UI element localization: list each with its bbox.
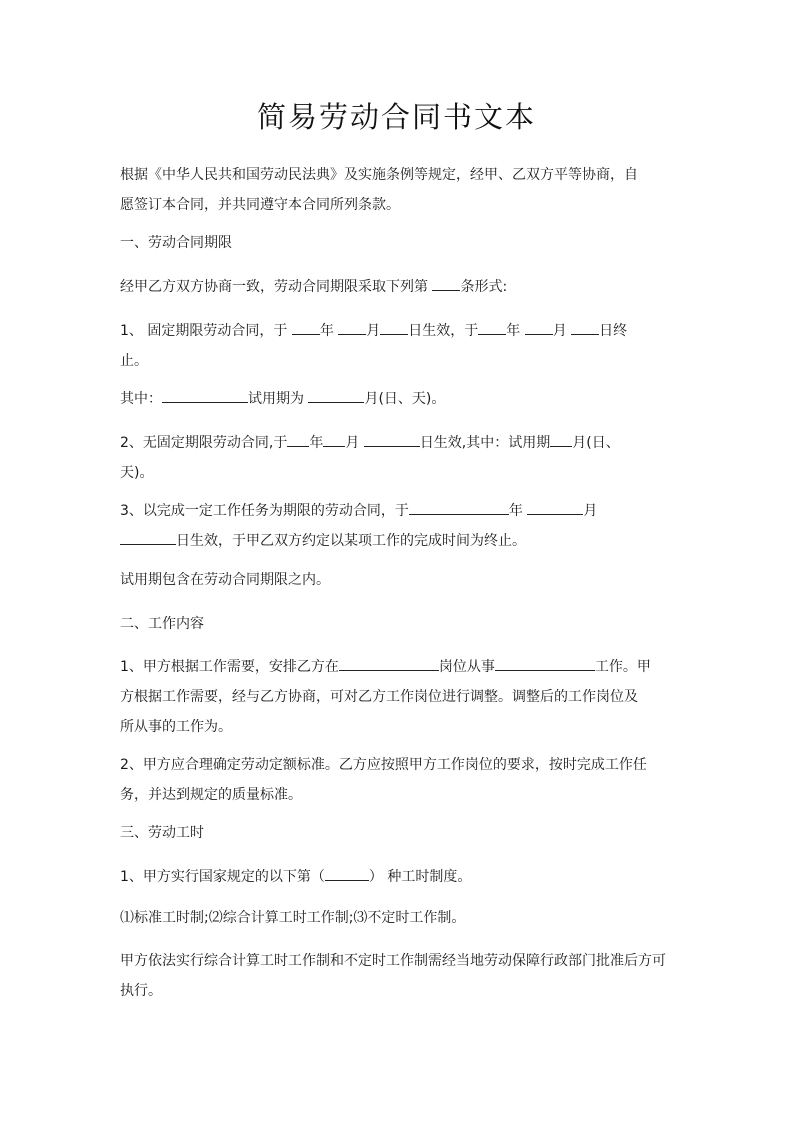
s1-paragraph-1 [120,272,673,302]
s2-item2-line-1: 2、甲方应合理确定劳动定额标准。乙方应按照甲方工作岗位的要求，按时完成工作任 [120,757,647,773]
s1-probation [120,384,673,414]
section-2-heading: 二、工作内容 [120,616,204,632]
blank-item2-probation [550,432,572,447]
blank-item2-year [287,432,309,447]
s1-item3-tail: 日生效，于甲乙双方约定以某项工作的完成时间为终止。 [176,533,526,549]
s1-item3-year-label: 年 [508,503,528,519]
blank-probation-months [308,388,364,403]
s1-item1-end-text: 日终 [599,323,628,339]
s1-item1-year-label: 年 [319,323,339,339]
s1-probation-text: 其中： [120,391,162,407]
s1-note: 试用期包含在劳动合同期限之内。 [120,572,330,588]
s3-note-line-2: 执行。 [120,983,162,999]
blank-position [339,656,439,671]
s1-item-1 [120,316,673,376]
intro-line-1: 根据《中华人民共和国劳动民法典》及实施条例等规定，经甲、乙双方平等协商，自 [120,167,638,183]
s3-item1-tail: ） 种工时制度。 [368,869,472,885]
blank-end-year [478,320,506,335]
s1-item-2 [120,428,673,488]
section-3-heading: 三、劳动工时 [120,825,204,841]
s2-item1-text: 1、甲方根据工作需要，安排乙方在 [120,659,339,675]
s1-item2-end-text: 月(日、 [572,435,620,451]
blank-item3-day [120,530,176,545]
blank-probation-detail [162,388,248,403]
s1-item1-month2-label: 月 [552,323,572,339]
s1-item1-end-text-2: 止。 [120,353,148,369]
s1-item1-day-label: 日生效，于 [408,323,479,339]
s1-item3-month-label: 月 [583,503,598,519]
s3-options: ⑴标准工时制;⑵综合计算工时工作制;⑶不定时工作制。 [120,910,466,926]
s2-item1-tail: 工作。甲 [594,659,651,675]
s1-probation-tail: 月(日、天)。 [364,391,446,407]
blank-item3-month [527,500,583,515]
s1-item2-month-label: 月 [345,435,364,451]
s3-note-line-1: 甲方依法实行综合计算工时工作制和不定时工作制需经当地劳动保障行政部门批准后方可 [120,953,666,969]
document-title: 简易劳动合同书文本 [256,100,536,134]
s2-item-2 [120,750,673,810]
blank-item2-day [364,432,420,447]
section-1-heading: 一、劳动合同期限 [120,235,232,251]
s1-item-3 [120,496,673,556]
blank-start-month [338,320,366,335]
s1-p1-text: 经甲乙方双方协商一致，劳动合同期限采取下列第 [120,279,433,295]
s3-note [120,946,673,1006]
s1-item2-end-text-2: 天)。 [120,465,154,481]
blank-term-option [432,276,460,291]
s2-item1-label: 岗位从事 [438,659,495,675]
s1-item1-month-label: 月 [366,323,381,339]
intro-line-2: 愿签订本合同，并共同遵守本合同所列条款。 [120,197,400,213]
s1-item2-text: 2、无固定期限劳动合同,于 [120,435,288,451]
s1-item1-text: 1、 固定期限劳动合同，于 [120,323,292,339]
blank-end-month [525,320,553,335]
s2-item1-line-3: 所从事的工作为。 [120,719,232,735]
blank-start-year [292,320,320,335]
s1-item2-day-label: 日生效,其中：试用期 [419,435,551,451]
blank-start-day [380,320,408,335]
s2-item2-line-2: 务，并达到规定的质量标准。 [120,787,302,803]
blank-work-type [495,656,595,671]
s1-probation-label: 试用期为 [248,391,309,407]
blank-end-day [571,320,599,335]
s3-item-1 [120,862,673,892]
s1-item1-year2-label: 年 [506,323,525,339]
s3-item1-text: 1、甲方实行国家规定的以下第（ [120,869,325,885]
s2-item1-line-2: 方根据工作需要，经与乙方协商，可对乙方工作岗位进行调整。调整后的工作岗位及 [120,689,638,705]
blank-item2-month [323,432,345,447]
s2-item-1 [120,652,673,742]
blank-item3-year [409,500,509,515]
blank-work-hours-option [325,866,369,881]
s1-item3-text: 3、以完成一定工作任务为期限的劳动合同，于 [120,503,409,519]
s1-p1-tail: 条形式: [460,279,508,295]
intro-paragraph [120,160,673,220]
s1-item2-year-label: 年 [309,435,324,451]
